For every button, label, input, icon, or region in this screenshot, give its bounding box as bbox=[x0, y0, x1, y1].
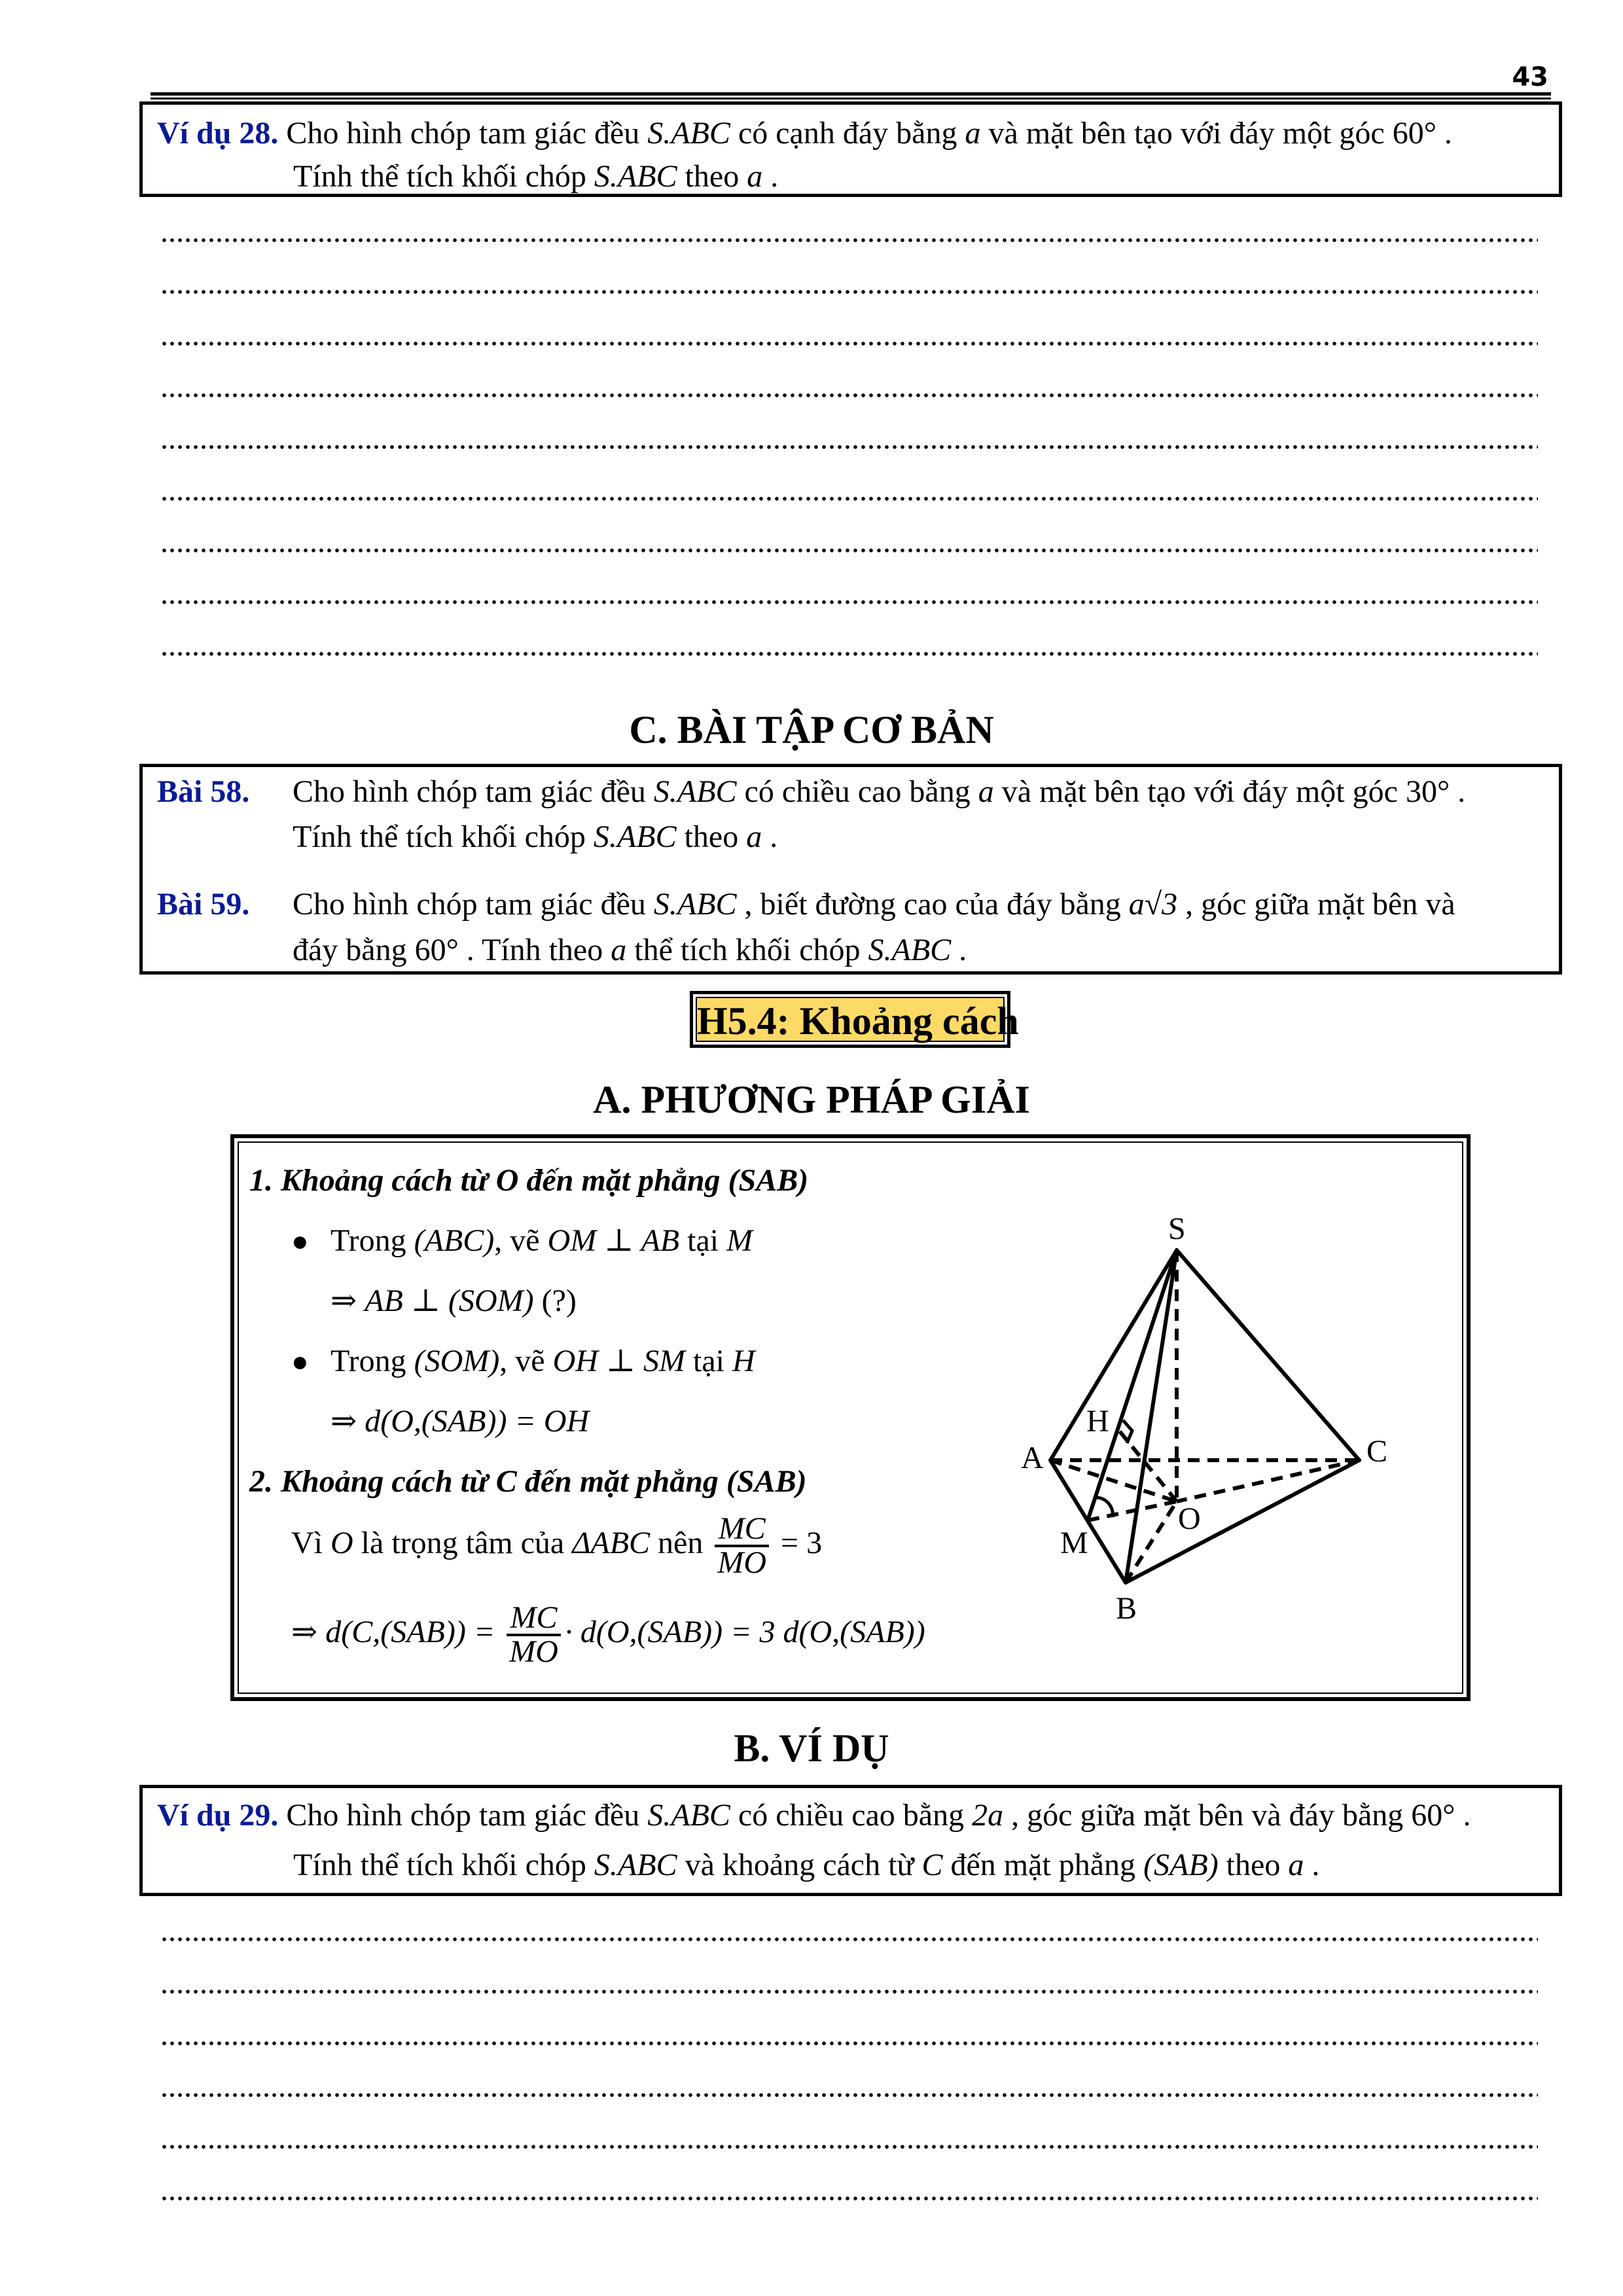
implies-icon: ⇒ bbox=[291, 1615, 318, 1650]
exercise-58-line-2 bbox=[293, 819, 777, 855]
example-28-label: Ví dụ 28. bbox=[157, 116, 279, 151]
text: Cho hình chóp tam giác đều bbox=[293, 774, 654, 809]
vertex-label-o: O bbox=[1178, 1501, 1201, 1536]
denominator: MO bbox=[717, 1545, 767, 1580]
fraction-mc-mo bbox=[715, 1513, 769, 1579]
denominator: MO bbox=[509, 1634, 558, 1669]
math: S.ABC bbox=[647, 1798, 730, 1833]
text: đến mặt phẳng bbox=[942, 1848, 1144, 1882]
text: nên bbox=[650, 1526, 711, 1561]
text: Vì bbox=[291, 1526, 330, 1561]
answer-line[interactable] bbox=[160, 600, 1538, 604]
vertex-label-m: M bbox=[1060, 1526, 1088, 1560]
example-29-label: Ví dụ 29. bbox=[157, 1798, 279, 1833]
method-reason bbox=[291, 1513, 822, 1579]
text: = 3 bbox=[773, 1526, 823, 1561]
text: , vẽ bbox=[499, 1344, 553, 1378]
implies-icon: ⇒ bbox=[330, 1283, 357, 1318]
example-29-line-2 bbox=[293, 1847, 1319, 1884]
text: , biết đường cao của đáy bằng bbox=[736, 887, 1129, 922]
math: a bbox=[611, 933, 627, 967]
text: là trọng tâm của bbox=[353, 1526, 573, 1561]
math: · d(O,(SAB)) = 3 d(O,(SAB)) bbox=[564, 1615, 925, 1650]
text: theo bbox=[676, 819, 747, 854]
math: OH ⊥ SM bbox=[552, 1344, 686, 1378]
vertex-label-s: S bbox=[1168, 1211, 1186, 1246]
answer-line[interactable] bbox=[160, 1990, 1538, 1994]
example-28-box bbox=[139, 101, 1562, 197]
text: tại bbox=[685, 1344, 732, 1378]
text: Trong bbox=[330, 1223, 414, 1258]
text: Trong bbox=[330, 1344, 414, 1378]
section-b-heading: B. VÍ DỤ bbox=[734, 1727, 889, 1770]
header-rule bbox=[151, 92, 1551, 99]
page-number: 43 bbox=[1512, 62, 1548, 92]
text: theo bbox=[677, 159, 747, 194]
vertex-label-a: A bbox=[1021, 1441, 1044, 1475]
exercises-box bbox=[139, 764, 1562, 975]
math: S.ABC bbox=[594, 1848, 677, 1882]
answer-line[interactable] bbox=[160, 393, 1538, 397]
math: a√3 bbox=[1128, 887, 1178, 922]
math: d(C,(SAB)) = bbox=[325, 1615, 503, 1650]
answer-line[interactable] bbox=[160, 445, 1538, 449]
math: OM ⊥ AB bbox=[547, 1223, 680, 1258]
text: . bbox=[762, 819, 778, 854]
answer-line[interactable] bbox=[160, 2093, 1538, 2097]
method-bullet-1 bbox=[291, 1223, 753, 1260]
section-c-heading: C. BÀI TẬP CƠ BẢN bbox=[629, 708, 994, 751]
answer-line[interactable] bbox=[160, 2041, 1538, 2045]
text: . bbox=[762, 159, 779, 194]
numerator: MC bbox=[507, 1602, 561, 1636]
math: a bbox=[978, 774, 994, 809]
vertex-label-c: C bbox=[1366, 1434, 1388, 1469]
answer-line[interactable] bbox=[160, 2145, 1538, 2149]
math: (SAB) bbox=[726, 1464, 807, 1499]
answer-line[interactable] bbox=[160, 652, 1538, 656]
text: theo bbox=[1218, 1848, 1289, 1882]
method-implies-1 bbox=[330, 1283, 577, 1319]
vertex-label-h: H bbox=[1086, 1404, 1109, 1439]
pyramid-diagram bbox=[1001, 1198, 1472, 1669]
method-part-2-title bbox=[249, 1463, 807, 1500]
math: S.ABC bbox=[593, 819, 677, 854]
answer-line[interactable] bbox=[160, 2197, 1538, 2200]
text: có chiều cao bằng bbox=[736, 774, 978, 809]
bullet-icon: ● bbox=[291, 1225, 309, 1257]
text: Cho hình chóp tam giác đều bbox=[286, 1798, 648, 1833]
text: Cho hình chóp tam giác đều bbox=[293, 887, 654, 922]
text: có cạnh đáy bằng bbox=[730, 116, 965, 151]
answer-line[interactable] bbox=[160, 342, 1538, 346]
text: , vẽ bbox=[494, 1223, 548, 1258]
math: S.ABC bbox=[594, 159, 677, 194]
exercise-58-line-1 bbox=[157, 774, 1465, 810]
example-29-box bbox=[139, 1785, 1562, 1896]
example-28-line-1 bbox=[157, 115, 1452, 152]
text: có chiều cao bằng bbox=[730, 1798, 972, 1833]
math: M bbox=[726, 1223, 753, 1258]
exercise-59-line-1 bbox=[157, 886, 1455, 923]
text: Tính thể tích khối chóp bbox=[293, 819, 594, 854]
text: Cho hình chóp tam giác đều bbox=[286, 116, 648, 151]
numerator: MC bbox=[715, 1513, 769, 1547]
math: d(O,(SAB)) = OH bbox=[365, 1404, 590, 1439]
math: a bbox=[965, 116, 981, 151]
bullet-icon: ● bbox=[291, 1346, 309, 1378]
answer-line[interactable] bbox=[160, 1937, 1538, 1941]
method-part-1-title bbox=[249, 1162, 808, 1199]
math: O bbox=[330, 1526, 353, 1561]
answer-line[interactable] bbox=[160, 238, 1538, 242]
math: (SAB) bbox=[728, 1163, 809, 1198]
text: , góc giữa mặt bên và đáy bằng 60° . bbox=[1003, 1798, 1471, 1833]
text: (?) bbox=[533, 1283, 577, 1318]
text: Tính thể tích khối chóp bbox=[293, 159, 594, 194]
math: S.ABC bbox=[653, 887, 737, 922]
exercise-58-label: Bài 58. bbox=[157, 774, 250, 809]
fraction-mc-mo bbox=[507, 1602, 561, 1668]
section-a-heading: A. PHƯƠNG PHÁP GIẢI bbox=[593, 1078, 1030, 1121]
text: . bbox=[951, 933, 967, 967]
answer-line[interactable] bbox=[160, 497, 1538, 501]
text: , góc giữa mặt bên và bbox=[1177, 887, 1455, 922]
math: a bbox=[746, 819, 762, 854]
math: H bbox=[732, 1344, 755, 1378]
text: tại bbox=[679, 1223, 727, 1258]
math: a bbox=[747, 159, 763, 194]
topic-tag-label: H5.4: Khoảng cách bbox=[696, 997, 1005, 1042]
exercise-59-label: Bài 59. bbox=[157, 887, 250, 922]
math: AB ⊥ (SOM) bbox=[365, 1283, 534, 1318]
math: ΔABC bbox=[572, 1526, 651, 1561]
example-29-line-1 bbox=[157, 1797, 1471, 1834]
text: . bbox=[1304, 1848, 1320, 1882]
example-28-line-2 bbox=[293, 158, 778, 195]
vertex-label-b: B bbox=[1116, 1591, 1137, 1626]
text: Tính thể tích khối chóp bbox=[293, 1848, 594, 1882]
topic-tag bbox=[690, 991, 1019, 1048]
method-box-inner bbox=[238, 1141, 1463, 1694]
text: và khoảng cách từ bbox=[677, 1848, 922, 1882]
method-implies-2 bbox=[330, 1403, 589, 1440]
text: 1. Khoảng cách từ O đến mặt phẳng bbox=[249, 1163, 728, 1198]
text: 2. Khoảng cách từ C đến mặt phẳng bbox=[249, 1464, 726, 1499]
text: và mặt bên tạo với đáy một góc 60° . bbox=[980, 116, 1452, 151]
text: thể tích khối chóp bbox=[626, 933, 868, 967]
text: đáy bằng 60° . Tính theo bbox=[293, 933, 611, 967]
math: 2a bbox=[972, 1798, 1004, 1833]
answer-line[interactable] bbox=[160, 290, 1538, 294]
math: S.ABC bbox=[868, 933, 952, 967]
exercise-59-line-2 bbox=[293, 932, 967, 969]
math: S.ABC bbox=[653, 774, 737, 809]
method-bullet-2 bbox=[291, 1343, 755, 1380]
math: C bbox=[921, 1848, 943, 1882]
answer-line[interactable] bbox=[160, 548, 1538, 552]
text: và mặt bên tạo với đáy một góc 30° . bbox=[993, 774, 1466, 809]
method-result bbox=[291, 1602, 925, 1668]
math: (SOM) bbox=[414, 1344, 500, 1378]
math: S.ABC bbox=[647, 116, 730, 151]
implies-icon: ⇒ bbox=[330, 1404, 357, 1439]
math: a bbox=[1288, 1848, 1304, 1882]
math: (SAB) bbox=[1143, 1848, 1219, 1882]
method-box bbox=[230, 1134, 1471, 1701]
math: (ABC) bbox=[414, 1223, 495, 1258]
